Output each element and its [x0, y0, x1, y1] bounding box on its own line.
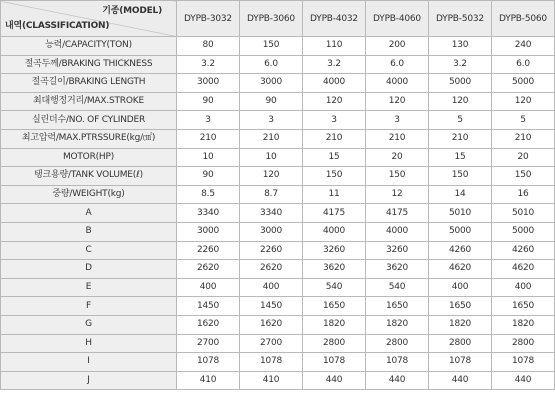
- value-cell: 5000: [429, 74, 492, 93]
- model-column-header: DYPB-5060: [492, 1, 555, 37]
- value-cell: 5010: [492, 204, 555, 223]
- value-cell: 5: [429, 111, 492, 130]
- value-cell: 210: [366, 129, 429, 148]
- value-cell: 2700: [177, 334, 240, 353]
- value-cell: 400: [240, 278, 303, 297]
- row-label-cell: 실린더수/NO. OF CYLINDER: [1, 111, 177, 130]
- value-cell: 2800: [492, 334, 555, 353]
- value-cell: 400: [429, 278, 492, 297]
- table-row: [1, 353, 555, 372]
- value-cell: 410: [177, 371, 240, 390]
- table-row: [1, 92, 555, 111]
- value-cell: 20: [366, 148, 429, 167]
- table-row: [1, 260, 555, 279]
- value-cell: 3340: [177, 204, 240, 223]
- value-cell: 540: [366, 278, 429, 297]
- value-cell: 5000: [492, 74, 555, 93]
- row-label-cell: B: [1, 222, 177, 241]
- value-cell: 1620: [177, 315, 240, 334]
- value-cell: 3620: [303, 260, 366, 279]
- value-cell: 110: [303, 37, 366, 56]
- value-cell: 4000: [303, 74, 366, 93]
- value-cell: 1620: [240, 315, 303, 334]
- value-cell: 1820: [303, 315, 366, 334]
- row-label-cell: 탱크용량/TANK VOLUME(ℓ): [1, 167, 177, 186]
- value-cell: 8.5: [177, 185, 240, 204]
- value-cell: 2620: [177, 260, 240, 279]
- value-cell: 4000: [303, 222, 366, 241]
- row-label-cell: J: [1, 371, 177, 390]
- value-cell: 1078: [303, 353, 366, 372]
- value-cell: 2800: [303, 334, 366, 353]
- row-label-cell: 중량/WEIGHT(kg): [1, 185, 177, 204]
- table-row: [1, 315, 555, 334]
- row-label-cell: E: [1, 278, 177, 297]
- value-cell: 3: [177, 111, 240, 130]
- value-cell: 150: [240, 37, 303, 56]
- value-cell: 400: [177, 278, 240, 297]
- table-body: [1, 37, 555, 390]
- row-label-cell: MOTOR(HP): [1, 148, 177, 167]
- value-cell: 130: [429, 37, 492, 56]
- value-cell: 4000: [366, 222, 429, 241]
- value-cell: 3340: [240, 204, 303, 223]
- value-cell: 12: [366, 185, 429, 204]
- table-row: [1, 371, 555, 390]
- value-cell: 3.2: [303, 55, 366, 74]
- table-row: [1, 129, 555, 148]
- value-cell: 5000: [429, 222, 492, 241]
- row-label-cell: 절곡길이/BRAKING LENGTH: [1, 74, 177, 93]
- row-label-cell: F: [1, 297, 177, 316]
- value-cell: 4175: [303, 204, 366, 223]
- value-cell: 15: [303, 148, 366, 167]
- value-cell: 3000: [240, 222, 303, 241]
- value-cell: 4260: [429, 241, 492, 260]
- value-cell: 1650: [366, 297, 429, 316]
- value-cell: 3.2: [177, 55, 240, 74]
- value-cell: 4620: [429, 260, 492, 279]
- classification-header-label: 내역(CLASSIFICATION): [5, 21, 110, 31]
- value-cell: 210: [303, 129, 366, 148]
- table-row: [1, 167, 555, 186]
- value-cell: 120: [366, 92, 429, 111]
- value-cell: 10: [240, 148, 303, 167]
- table-row: [1, 334, 555, 353]
- value-cell: 1078: [177, 353, 240, 372]
- value-cell: 90: [177, 167, 240, 186]
- value-cell: 1650: [492, 297, 555, 316]
- value-cell: 2620: [240, 260, 303, 279]
- value-cell: 150: [366, 167, 429, 186]
- value-cell: 440: [303, 371, 366, 390]
- value-cell: 2700: [240, 334, 303, 353]
- value-cell: 90: [177, 92, 240, 111]
- model-column-header: DYPB-3032: [177, 1, 240, 37]
- table-row: [1, 222, 555, 241]
- value-cell: 5: [492, 111, 555, 130]
- row-label-cell: 최고압력/MAX.PTRSSURE(kg/㎠): [1, 129, 177, 148]
- value-cell: 11: [303, 185, 366, 204]
- value-cell: 4175: [366, 204, 429, 223]
- value-cell: 1820: [492, 315, 555, 334]
- row-label-cell: D: [1, 260, 177, 279]
- value-cell: 90: [240, 92, 303, 111]
- value-cell: 120: [240, 167, 303, 186]
- table-row: [1, 55, 555, 74]
- value-cell: 2260: [240, 241, 303, 260]
- value-cell: 3: [366, 111, 429, 130]
- value-cell: 240: [492, 37, 555, 56]
- value-cell: 1650: [303, 297, 366, 316]
- value-cell: 1450: [177, 297, 240, 316]
- value-cell: 20: [492, 148, 555, 167]
- value-cell: 3000: [177, 222, 240, 241]
- value-cell: 210: [492, 129, 555, 148]
- model-column-header: DYPB-4032: [303, 1, 366, 37]
- value-cell: 4000: [366, 74, 429, 93]
- value-cell: 80: [177, 37, 240, 56]
- row-label-cell: C: [1, 241, 177, 260]
- model-column-header: DYPB-3060: [240, 1, 303, 37]
- value-cell: 1650: [429, 297, 492, 316]
- row-label-cell: 능력/CAPACITY(TON): [1, 37, 177, 56]
- value-cell: 5000: [492, 222, 555, 241]
- value-cell: 1078: [429, 353, 492, 372]
- table-row: [1, 185, 555, 204]
- value-cell: 210: [177, 129, 240, 148]
- row-label-cell: 최대행정거리/MAX.STROKE: [1, 92, 177, 111]
- value-cell: 120: [492, 92, 555, 111]
- value-cell: 540: [303, 278, 366, 297]
- value-cell: 3000: [177, 74, 240, 93]
- model-column-header: DYPB-5032: [429, 1, 492, 37]
- table-row: [1, 204, 555, 223]
- value-cell: 1820: [429, 315, 492, 334]
- value-cell: 6.0: [366, 55, 429, 74]
- value-cell: 2800: [366, 334, 429, 353]
- value-cell: 3: [240, 111, 303, 130]
- value-cell: 8.7: [240, 185, 303, 204]
- table-header-row: [1, 1, 555, 37]
- table-row: [1, 278, 555, 297]
- value-cell: 440: [366, 371, 429, 390]
- value-cell: 400: [492, 278, 555, 297]
- table-row: [1, 297, 555, 316]
- row-label-cell: G: [1, 315, 177, 334]
- table-row: [1, 241, 555, 260]
- value-cell: 410: [240, 371, 303, 390]
- value-cell: 4260: [492, 241, 555, 260]
- value-cell: 3000: [240, 74, 303, 93]
- value-cell: 1820: [366, 315, 429, 334]
- value-cell: 210: [240, 129, 303, 148]
- row-label-cell: I: [1, 353, 177, 372]
- value-cell: 440: [492, 371, 555, 390]
- value-cell: 2800: [429, 334, 492, 353]
- value-cell: 150: [429, 167, 492, 186]
- table-row: [1, 148, 555, 167]
- header-corner-cell: [1, 1, 177, 37]
- row-label-cell: A: [1, 204, 177, 223]
- value-cell: 150: [492, 167, 555, 186]
- value-cell: 3260: [303, 241, 366, 260]
- value-cell: 14: [429, 185, 492, 204]
- value-cell: 2260: [177, 241, 240, 260]
- value-cell: 1078: [366, 353, 429, 372]
- value-cell: 440: [429, 371, 492, 390]
- value-cell: 3260: [366, 241, 429, 260]
- value-cell: 10: [177, 148, 240, 167]
- value-cell: 1078: [240, 353, 303, 372]
- value-cell: 4620: [492, 260, 555, 279]
- value-cell: 120: [303, 92, 366, 111]
- model-column-header: DYPB-4060: [366, 1, 429, 37]
- row-label-cell: 절곡두께/BRAKING THICKNESS: [1, 55, 177, 74]
- row-label-cell: H: [1, 334, 177, 353]
- value-cell: 6.0: [492, 55, 555, 74]
- model-header-label: 기종(MODEL): [102, 6, 162, 16]
- value-cell: 1450: [240, 297, 303, 316]
- value-cell: 3.2: [429, 55, 492, 74]
- value-cell: 16: [492, 185, 555, 204]
- table-row: [1, 37, 555, 56]
- value-cell: 200: [366, 37, 429, 56]
- value-cell: 3620: [366, 260, 429, 279]
- value-cell: 6.0: [240, 55, 303, 74]
- value-cell: 150: [303, 167, 366, 186]
- value-cell: 5010: [429, 204, 492, 223]
- table-row: [1, 74, 555, 93]
- value-cell: 3: [303, 111, 366, 130]
- table-row: [1, 111, 555, 130]
- value-cell: 210: [429, 129, 492, 148]
- value-cell: 1078: [492, 353, 555, 372]
- value-cell: 15: [429, 148, 492, 167]
- value-cell: 120: [429, 92, 492, 111]
